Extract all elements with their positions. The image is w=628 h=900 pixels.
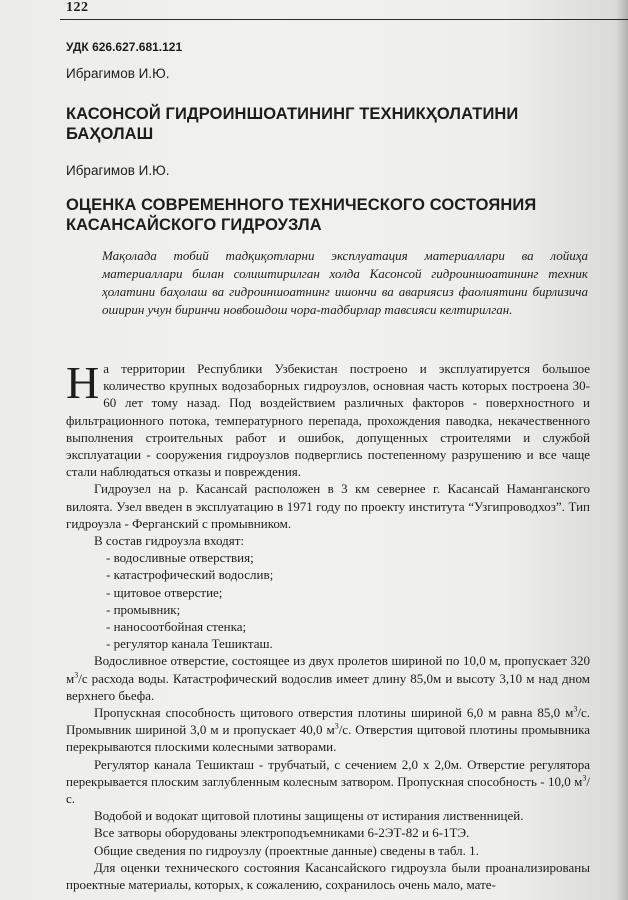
paragraph-regulator: Регулятор канала Тешикташ - трубчатый, с сечением 2,0 х 2,0м. Отверстие регулятора перекрывается плоским заглубленным колесным затвором. Пропускная способность - 10,0 $м^3/с$.: [66, 756, 590, 807]
paragraph-spillway: Водосливное отверстие, состоящее из двух пролетов шириной по 10,0 м, пропускает 320 $м^3/с$ расхода воды. Катастрофический водослив имеет длину 85,0м и высоту 3,10 м над дном верхнего бьефа.: [66, 653, 590, 703]
drop-cap: Н: [66, 357, 100, 408]
components-list: [66, 549, 590, 652]
abstract: Мақолада тобий тадқиқотларни эксплуатация материаллари ва лойиҳа материаллари билан солиштирилган холда Касонсой гидроиншоатининг техник ҳолатини баҳолаш ва гидроиншоатнинг ишончи ва авариясиз фаолиятини бирлизича оширин учун биринчи новбошдош чора-тадбирлар тавсияси келтирилган.: [102, 248, 588, 317]
paragraph-assessment: Для оценки технического состояния Касансайского гидроузла были проанализированы проектные материалы, которых, к сожалению, сохранилось очень мало, мате-: [66, 859, 590, 893]
list-item: - щитовое отверстие;: [106, 584, 223, 600]
list-item: - регулятор канала Тешикташ.: [106, 636, 273, 652]
list-item: - промывник;: [106, 601, 181, 617]
title-ru: ОЦЕНКА СОВРЕМЕННОГО ТЕХНИЧЕСКОГО СОСТОЯНИЯ КАСАНСАЙСКОГО ГИДРОУЗЛА: [66, 196, 537, 234]
author-uz: Ибрагимов И.Ю.: [66, 66, 170, 81]
paragraph-capacity: Пропускная способность щитового отверстия плотины шириной 6,0 м равна 85,0 $м^3/с$. Промывник шириной 3,0 м и пропускает 40,0 $м^3/с$. Отверстия щитовой плотины промывника перекрываются плоскими колесными затворами.: [66, 704, 590, 755]
author-ru: Ибрагимов И.Ю.: [66, 163, 170, 178]
udk-code: УДК 626.627.681.121: [66, 40, 183, 54]
article-body: [66, 357, 590, 893]
paragraph-location: Гидроузел на р. Касансай расположен в 3 км севернее г. Касансай Наманганского вилоята. Узел введен в эксплуатацию в 1971 году по проекту института “Узгипроводхоз”. Тип гидроузла - Ферганский с промывником.: [66, 481, 590, 531]
paragraph-apron: Водобой и водокат щитовой плотины защищены от истирания лиственницей.: [94, 808, 524, 824]
title-uz: КАСОНСОЙ ГИДРОИНШОАТИНИНГ ТЕХНИКҲОЛАТИНИ БАҲОЛАШ: [66, 105, 519, 143]
paragraph-general: Общие сведения по гидроузлу (проектные данные) сведены в табл. 1.: [94, 842, 479, 858]
paragraph-gates: Все затворы оборудованы электроподъемниками 6-2ЭТ-82 и 6-1ТЭ.: [94, 825, 470, 841]
paragraph-intro: На территории Республики Узбекистан построено и эксплуатируется большое количество крупных водозаборных гидроузлов, основная часть которых построена 30-60 лет тому назад. Под воздействием различных факторов - поверхностного и фильтрационного потока, температурного перепада, прохождения паводка, некачественного выполнения строительных работ и ошибок, допущенных строителями и службой эксплуатации - сооружения гидроузлов подверглись постепенному разрушению и все чаще стали наблюдаться отказы и повреждения.: [66, 357, 590, 480]
list-item: - водосливные отверствия;: [106, 550, 254, 566]
list-item: - катастрофический водослив;: [106, 567, 274, 583]
header-rule: [60, 19, 628, 20]
list-intro: В состав гидроузла входят:: [94, 533, 244, 549]
list-item: - наносоотбойная стенка;: [106, 619, 247, 635]
page-number: 122: [66, 0, 89, 15]
binding-shadow: [616, 0, 628, 900]
